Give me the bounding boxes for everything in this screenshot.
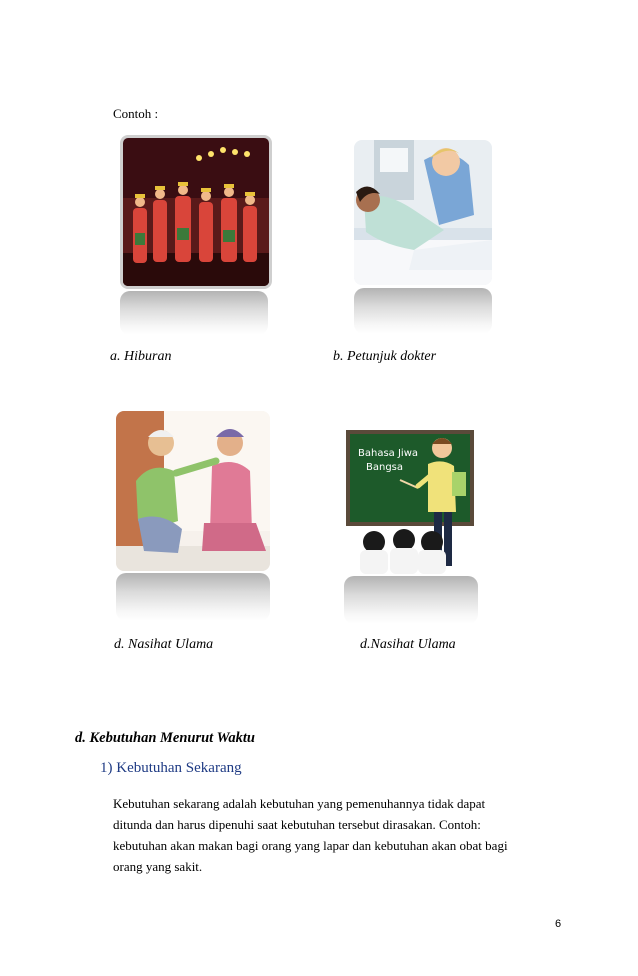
blackboard-line-1: Bahasa Jiwa	[358, 448, 419, 459]
caption-c: d. Nasihat Ulama	[114, 637, 214, 652]
caption-b: b. Petunjuk dokter	[333, 349, 437, 364]
dance-image	[120, 135, 272, 289]
section-heading: d. Kebutuhan Menurut Waktu	[75, 730, 255, 746]
doctor-image	[354, 140, 492, 285]
paragraph-line: orang yang sakit.	[113, 859, 203, 874]
paragraph-line: Kebutuhan sekarang adalah kebutuhan yang pemenuhannya tidak dapat	[113, 796, 486, 811]
ulama-reflection	[116, 573, 270, 621]
teacher-reflection	[344, 576, 478, 624]
dance-reflection	[120, 291, 268, 335]
paragraph-line: ditunda dan harus dipenuhi saat kebutuhan tersebut dirasakan. Contoh:	[113, 817, 481, 832]
page-number: 6	[555, 918, 562, 930]
paragraph-line: kebutuhan akan makan bagi orang yang lapar dan kebutuhan akan obat bagi	[113, 838, 508, 853]
intro-label: Contoh :	[113, 106, 159, 121]
section-subheading: 1) Kebutuhan Sekarang	[100, 760, 242, 776]
doctor-reflection	[354, 288, 492, 334]
blackboard-line-2: Bangsa	[366, 462, 404, 473]
teacher-image	[344, 424, 478, 574]
ulama-image	[116, 411, 270, 571]
caption-a: a. Hiburan	[110, 349, 172, 364]
caption-d: d.Nasihat Ulama	[360, 637, 456, 652]
section-paragraph	[113, 793, 568, 877]
